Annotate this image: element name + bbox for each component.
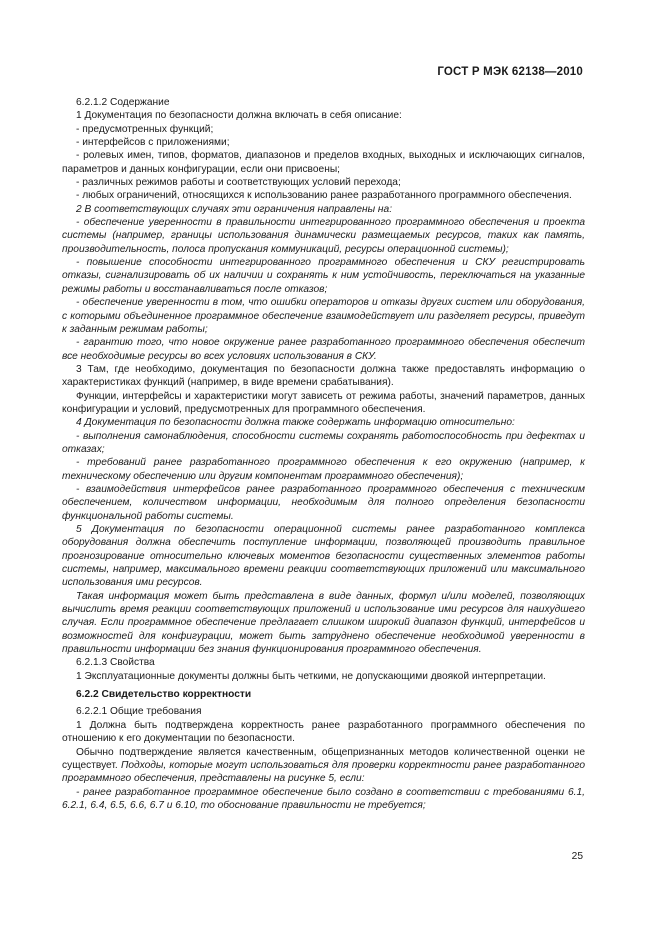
paragraph-7b-normal: Обычно подтверждение является качественным, общепризнанных методов количественной оценки не существует.	[62, 746, 585, 771]
paragraph-2: 2 В соответствующих случаях эти ограничения направлены на:	[76, 203, 393, 215]
list-item: - гарантию того, что новое окружение ранее разработанного программного обеспечения обеспечит все необходимые ресурсы во всех условиях использования в СКУ.	[62, 337, 585, 362]
section-6-2-1-2-title: 6.2.1.2 Содержание	[76, 97, 170, 108]
list-item: - различных режимов работы и соответствующих условий перехода;	[76, 177, 401, 189]
standard-header: ГОСТ Р МЭК 62138—2010	[437, 66, 583, 78]
list-item: - обеспечение уверенности в том, что ошибки операторов и отказы других систем или оборудования, с которыми объединенное программное обеспечение взаимодействует или разделяет ресурсы, приведут к заданным режимам работы;	[62, 297, 585, 335]
paragraph-3: 3 Там, где необходимо, документация по безопасности должна также предоставлять информацию о характеристиках функций (например, в виде времени срабатывания).	[62, 363, 585, 389]
paragraph-3b: Функции, интерфейсы и характеристики могут зависеть от режима работы, значений параметров, данных конфигурации и условий, предусмотренных для программного обеспечения.	[62, 390, 585, 415]
section-6-2-2-1-title: 6.2.2.1 Общие требования	[76, 706, 202, 718]
list-item: - интерфейсов с приложениями;	[76, 137, 230, 149]
paragraph-7: 1 Должна быть подтверждена корректность ранее разработанного программного обеспечения по отношению к его документации по безопасности.	[62, 719, 585, 745]
list-item: - взаимодействия интерфейсов ранее разработанного программного обеспечения с техническим обеспечением, количеством информации, необходимым для полного определения безопасности функциональной работы системы.	[62, 483, 585, 522]
paragraph-5b: Такая информация может быть представлена в виде данных, формул и/или моделей, позволяющих вычислить время реакции соответствующих приложений и использование ими ресурсов для наихудшего случая. Если программное обеспечение предлагает слишком широкий диапазон функций, интерфейсов и возможностей для конфигурации, может быть затруднено обеспечение необходимой уверенности в правильности информации без знания функционирования программного обеспечения.	[62, 590, 585, 656]
paragraph-6: 1 Эксплуатационные документы должны быть четкими, не допускающими двоякой интерпретации.	[76, 670, 546, 682]
list-item: - ролевых имен, типов, форматов, диапазонов и пределов входных, выходных и исключающих сигналов, параметров и данных конфигурации, если они присвоены;	[62, 150, 585, 175]
paragraph-4: 4 Документация по безопасности должна также содержать информацию относительно:	[76, 417, 515, 429]
list-item: - выполнения самонаблюдения, способности системы сохранять работоспособность при дефектах и отказах;	[62, 430, 585, 455]
document-body	[62, 96, 585, 812]
list-item: - предусмотренных функций;	[76, 123, 214, 135]
page-number: 25	[571, 851, 583, 862]
paragraph-1: 1 Документация по безопасности должна включать в себя описание:	[76, 110, 402, 122]
list-item: - ранее разработанное программное обеспечение было создано в соответствии с требованиями 6.1, 6.2.1, 6.4, 6.5, 6.6, 6.7 и 6.10, то обоснование правильности не требуется;	[62, 786, 585, 811]
list-item: - любых ограничений, относящихся к использованию ранее разработанного программного обеспечения.	[76, 190, 572, 202]
list-item: - требований ранее разработанного программного обеспечения к его окружению (например, к техническому обеспечению или другим компонентам программного обеспечения);	[62, 457, 585, 482]
section-6-2-1-3-title: 6.2.1.3 Свойства	[76, 657, 155, 669]
list-item: - обеспечение уверенности в правильности интегрированного программного обеспечения и проекта системы (например, границы использования динамически размещаемых ресурсов, таких как память, производительность, полоса пропускания коммуникаций, ресурсы операционной системы);	[62, 217, 585, 255]
paragraph-7b-italic: Подходы, которые могут использоваться для проверки корректности ранее разработанного программного обеспечения, представлены на рисунке 5, если:	[62, 759, 586, 785]
paragraph-5: 5 Документация по безопасности операционной системы ранее разработанного комплекса оборудования должна обеспечить поступление информации, позволяющей производить правильное прогнозирование относительно ключевых моментов безопасности существенных элементов работы системы, например, максимального времени реакции соответствующих приложений или максимального использования ими ресурсов.	[62, 524, 585, 589]
section-6-2-2-title: 6.2.2 Свидетельство корректности	[76, 689, 252, 701]
list-item: - повышение способности интегрированного программного обеспечения и СКУ регистрировать отказы, сигнализировать об их наличии и сохранять к ним устойчивость, переключаться на указанные режимы работы и восстанавливаться после отказов;	[62, 257, 585, 295]
paragraph-7b	[62, 746, 585, 786]
